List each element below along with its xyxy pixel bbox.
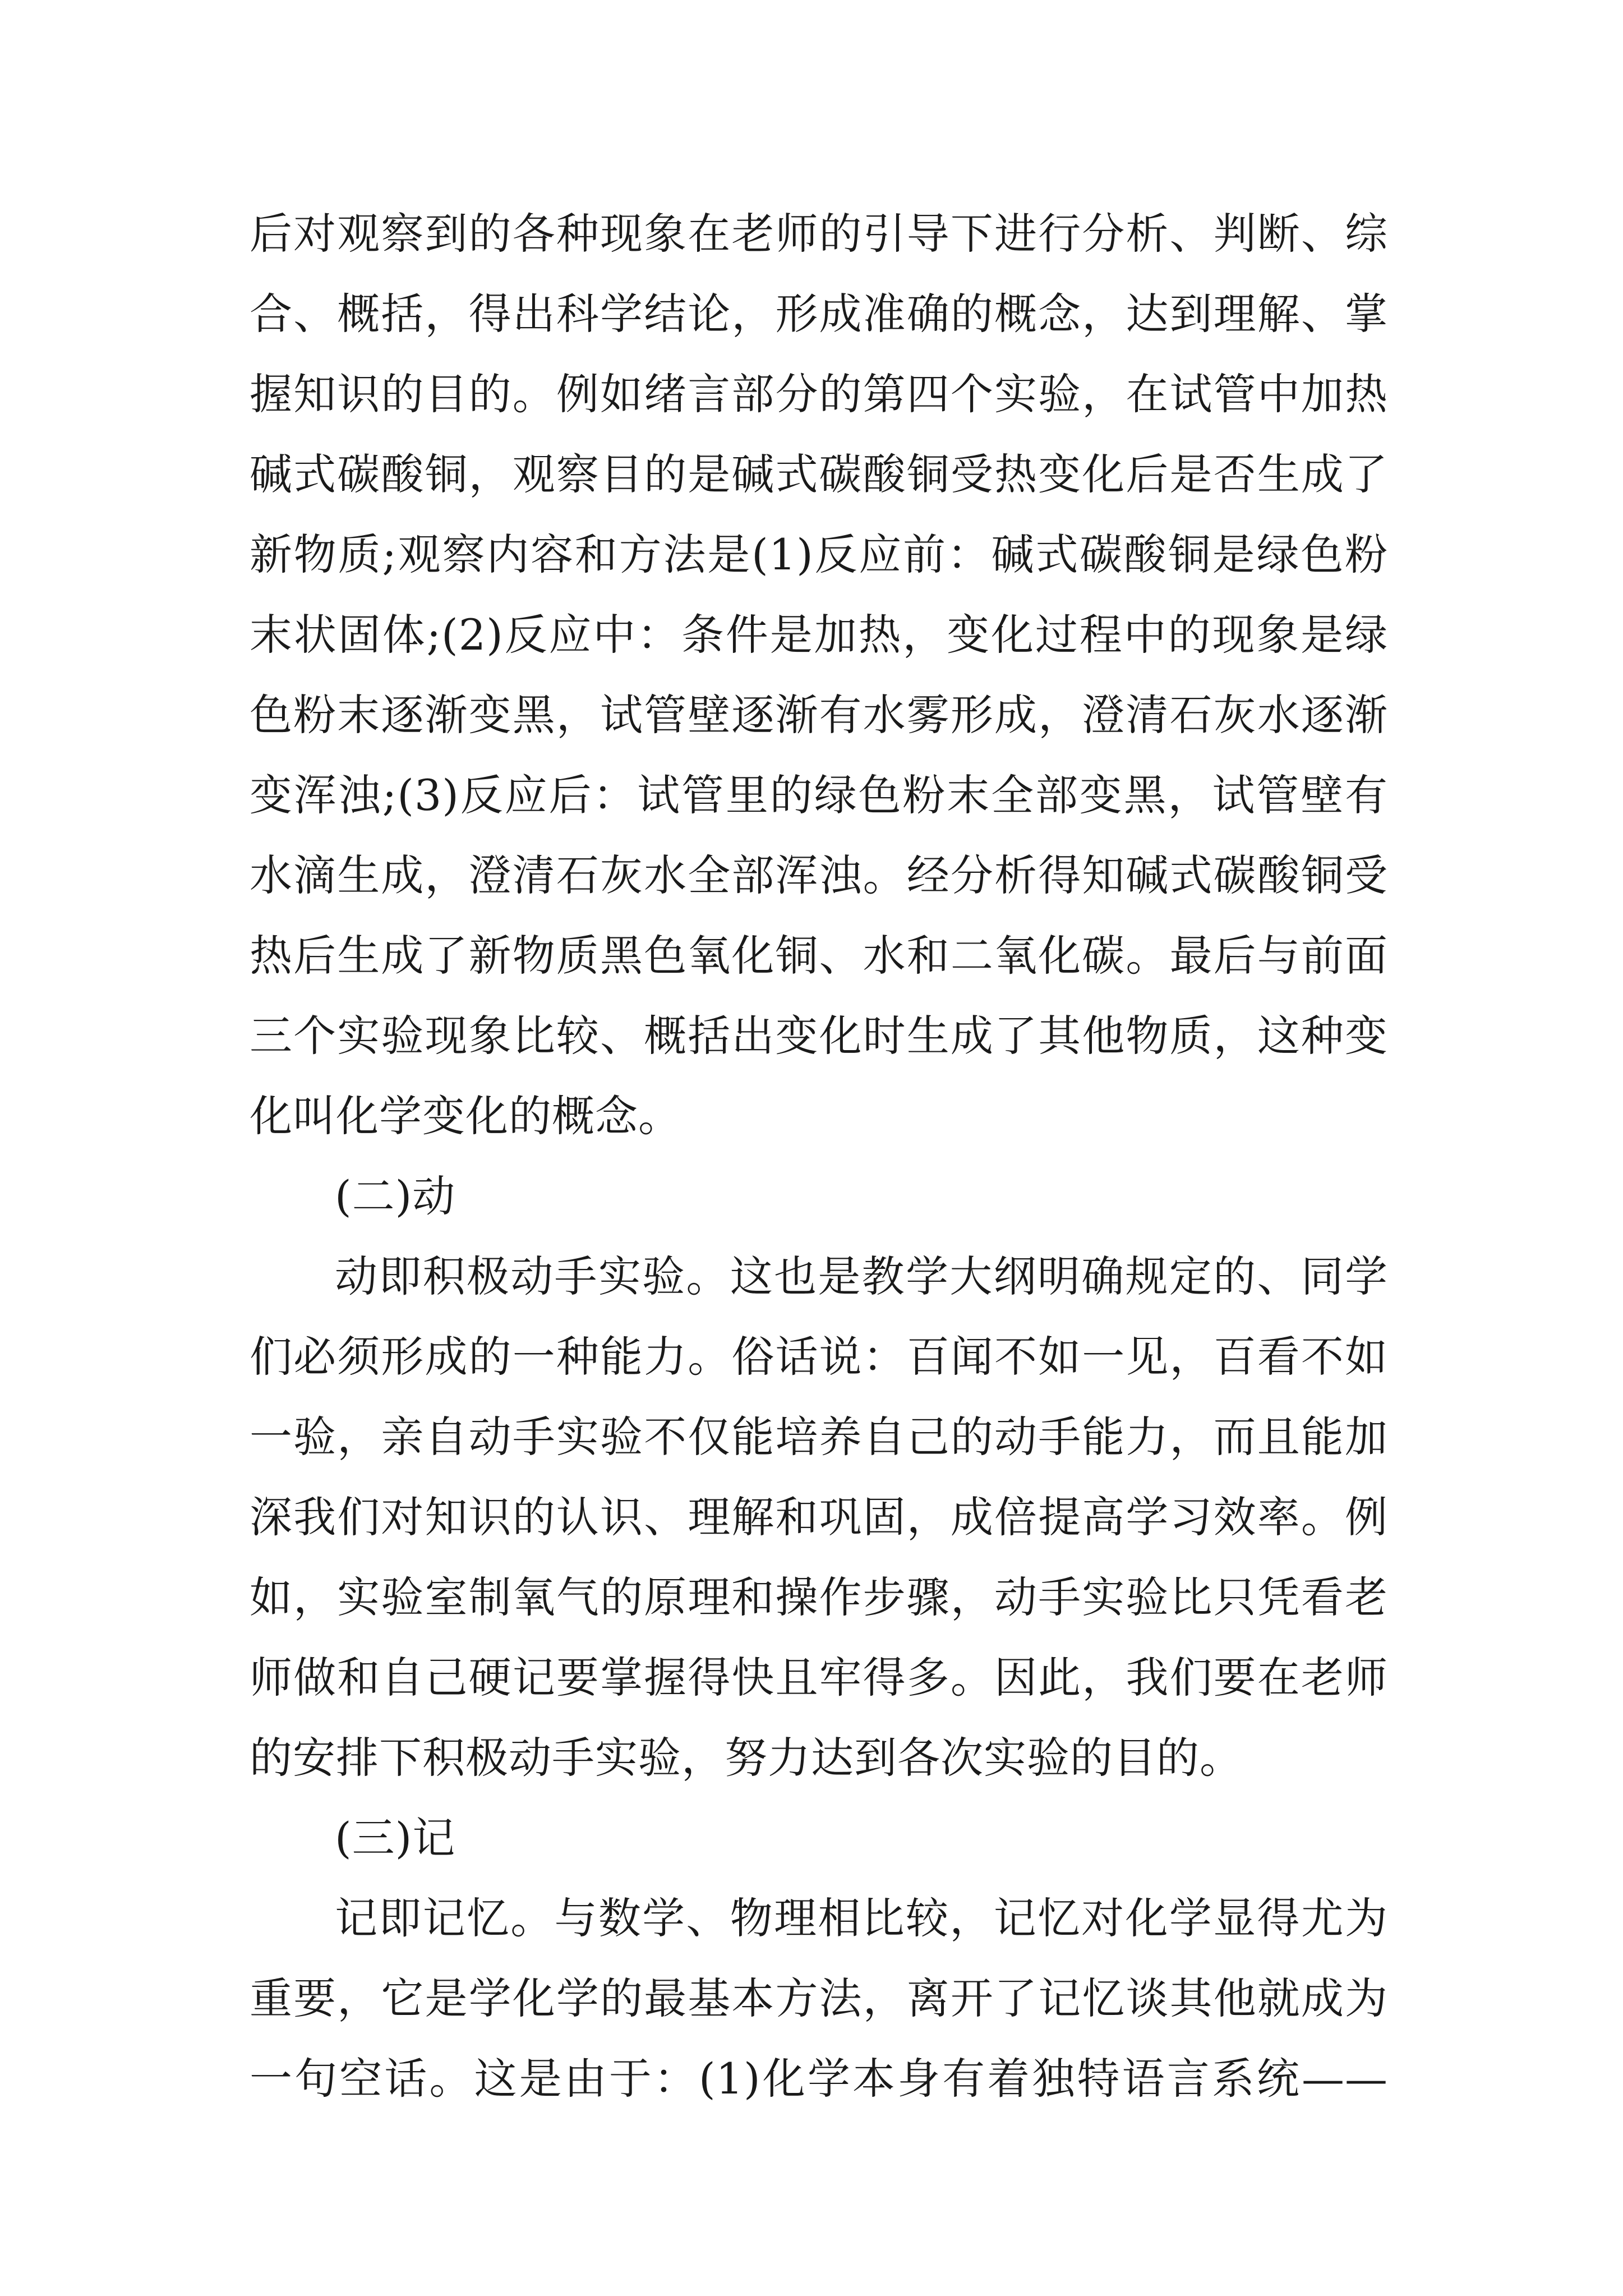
paragraph-dong: 动即积极动手实验。这也是教学大纲明确规定的、同学们必须形成的一种能力。俗话说：百闻不如一见，百看不如一验，亲自动手实验不仅能培养自己的动手能力，而且能加深我们对知识的认识、理解和巩固，成倍提高学习效率。例如，实验室制氧气的原理和操作步骤，动手实验比只凭看老师做和自己硬记要掌握得快且牢得多。因此，我们要在老师的安排下积极动手实验，努力达到各次实验的目的。	[250, 1251, 1388, 1783]
document-body	[250, 194, 1388, 2119]
paragraph-ji: 记即记忆。与数学、物理相比较，记忆对化学显得尤为重要，它是学化学的最基本方法，离开了记忆谈其他就成为一句空话。这是由于：(1)化学本身有着独特语言系统——	[250, 1893, 1388, 2104]
section-heading-ji: (三)记	[335, 1813, 456, 1863]
paragraph-observe-continuation: 后对观察到的各种现象在老师的引导下进行分析、判断、综合、概括，得出科学结论，形成准确的概念，达到理解、掌握知识的目的。例如绪言部分的第四个实验，在试管中加热碱式碳酸铜，观察目的是碱式碳酸铜受热变化后是否生成了新物质;观察内容和方法是(1)反应前：碱式碳酸铜是绿色粉末状固体;(2)反应中：条件是加热，变化过程中的现象是绿色粉末逐渐变黑，试管壁逐渐有水雾形成，澄清石灰水逐渐变浑浊;(3)反应后：试管里的绿色粉末全部变黑，试管壁有水滴生成，澄清石灰水全部浑浊。经分析得知碱式碳酸铜受热后生成了新物质黑色氧化铜、水和二氧化碳。最后与前面三个实验现象比较、概括出变化时生成了其他物质，这种变化叫化学变化的概念。	[250, 209, 1388, 1141]
section-heading-dong: (二)动	[335, 1171, 456, 1221]
